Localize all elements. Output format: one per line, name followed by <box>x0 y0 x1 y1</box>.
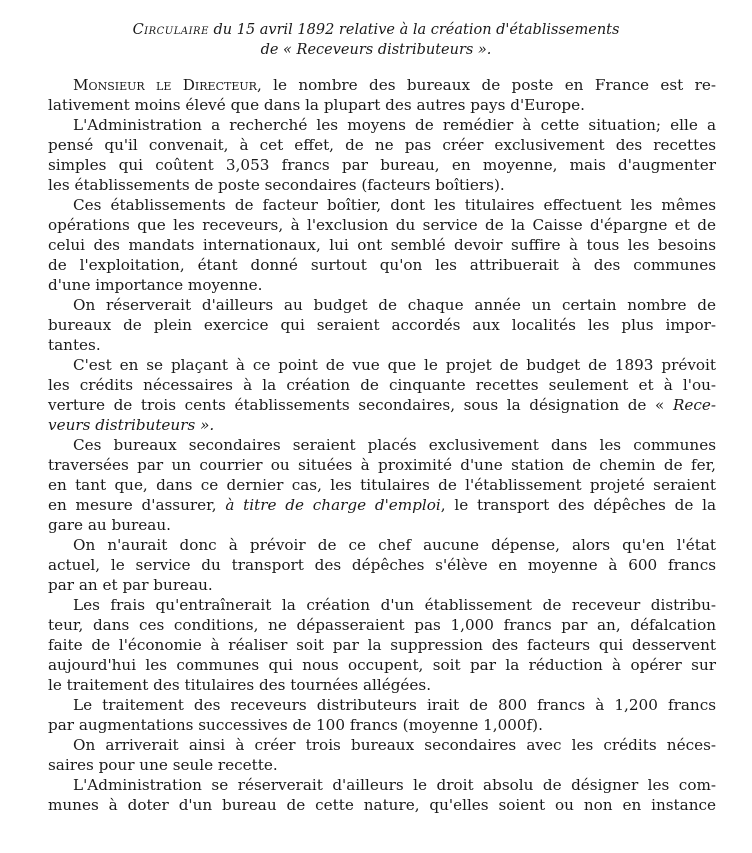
text-line: par augmentations successives de 100 francs (moyenne 1,000f). <box>48 716 543 734</box>
text-line: munes à doter d'un bureau de cette nature, qu'elles soient ou non en instance <box>48 796 716 814</box>
text-line: Ces bureaux secondaires seraient placés exclusivement dans les communes <box>73 436 716 454</box>
text-line: pensé qu'il convenait, à cet effet, de ne pas créer exclusivement des recettes <box>48 136 716 154</box>
text-line: opérations que les receveurs, à l'exclusion du service de la Caisse d'épargne et de <box>48 216 716 234</box>
text-line: gare au bureau. <box>48 516 171 534</box>
text-line: verture de trois cents établissements secondaires, sous la désignation de « Rece- <box>48 396 716 414</box>
text-line: L'Administration a recherché les moyens de remédier à cette situation; elle a <box>73 116 716 134</box>
text-line: en mesure d'assurer, à titre de charge d'emploi, le transport des dépêches de la <box>48 496 717 514</box>
text-line: traversées par un courrier ou situées à proximité d'une station de chemin de fer, <box>48 456 716 474</box>
heading-line-2: de « Receveurs distributeurs ». <box>260 42 492 58</box>
heading-line-1 <box>40 20 712 40</box>
text-line: aujourd'hui les communes qui nous occupent, soit par la réduction à opérer sur <box>48 656 716 674</box>
text-line: simples qui coûtent 3,053 francs par bureau, en moyenne, mais d'augmenter <box>48 156 716 174</box>
text-line: On n'aurait donc à prévoir de ce chef aucune dépense, alors qu'en l'état <box>73 536 716 554</box>
text-line: Les frais qu'entraînerait la création d'un établissement de receveur distribu- <box>73 596 716 614</box>
circular-heading <box>40 20 712 60</box>
text-line: par an et par bureau. <box>48 576 213 594</box>
text-line: d'une importance moyenne. <box>48 276 263 294</box>
text-line: saires pour une seule recette. <box>48 756 278 774</box>
text-line: tantes. <box>48 336 101 354</box>
text-line: Ces établissements de facteur boîtier, dont les titulaires effectuent les mêmes <box>73 196 716 214</box>
text-line: On réserverait d'ailleurs au budget de chaque année un certain nombre de <box>73 296 716 314</box>
text-line: teur, dans ces conditions, ne dépasseraient pas 1,000 francs par an, défalcation <box>48 616 716 634</box>
text-line: les établissements de poste secondaires (facteurs boîtiers). <box>48 176 505 194</box>
text-line: L'Administration se réserverait d'ailleurs le droit absolu de désigner les com- <box>73 776 716 794</box>
text-line: On arriverait ainsi à créer trois bureaux secondaires avec les crédits néces- <box>73 736 716 754</box>
text-line: lativement moins élevé que dans la plupart des autres pays d'Europe. <box>48 96 585 114</box>
text-line: de l'exploitation, étant donné surtout qu'on les attribuerait à des communes <box>48 256 716 274</box>
text-line: faite de l'économie à réaliser soit par la suppression des facteurs qui desservent <box>48 636 716 654</box>
heading-circulaire: Circulaire <box>132 22 209 38</box>
text-line: Le traitement des receveurs distributeurs irait de 800 francs à 1,200 francs <box>73 696 716 714</box>
text-line: le traitement des titulaires des tournées allégées. <box>48 676 432 694</box>
text-line: celui des mandats internationaux, lui ont semblé devoir suffire à tous les besoins <box>48 236 716 254</box>
salutation: Monsieur le Directeur <box>73 76 257 94</box>
text-line: bureaux de plein exercice qui seraient accordés aux localités les plus impor- <box>48 316 716 334</box>
heading-title: du 15 avril 1892 relative à la création d'établissements <box>208 22 620 38</box>
text-line: veurs distributeurs ». <box>48 416 215 434</box>
text-line: C'est en se plaçant à ce point de vue que le projet de budget de 1893 prévoit <box>73 356 716 374</box>
text-line: actuel, le service du transport des dépêches s'élève en moyenne à 600 francs <box>48 556 716 574</box>
text-line: Monsieur le Directeur, le nombre des bureaux de poste en France est re- <box>73 76 716 94</box>
text-line: les crédits nécessaires à la création de cinquante recettes seulement et à l'ou- <box>48 376 716 394</box>
text-line: en tant que, dans ce dernier cas, les titulaires de l'établissement projeté seraient <box>48 476 716 494</box>
